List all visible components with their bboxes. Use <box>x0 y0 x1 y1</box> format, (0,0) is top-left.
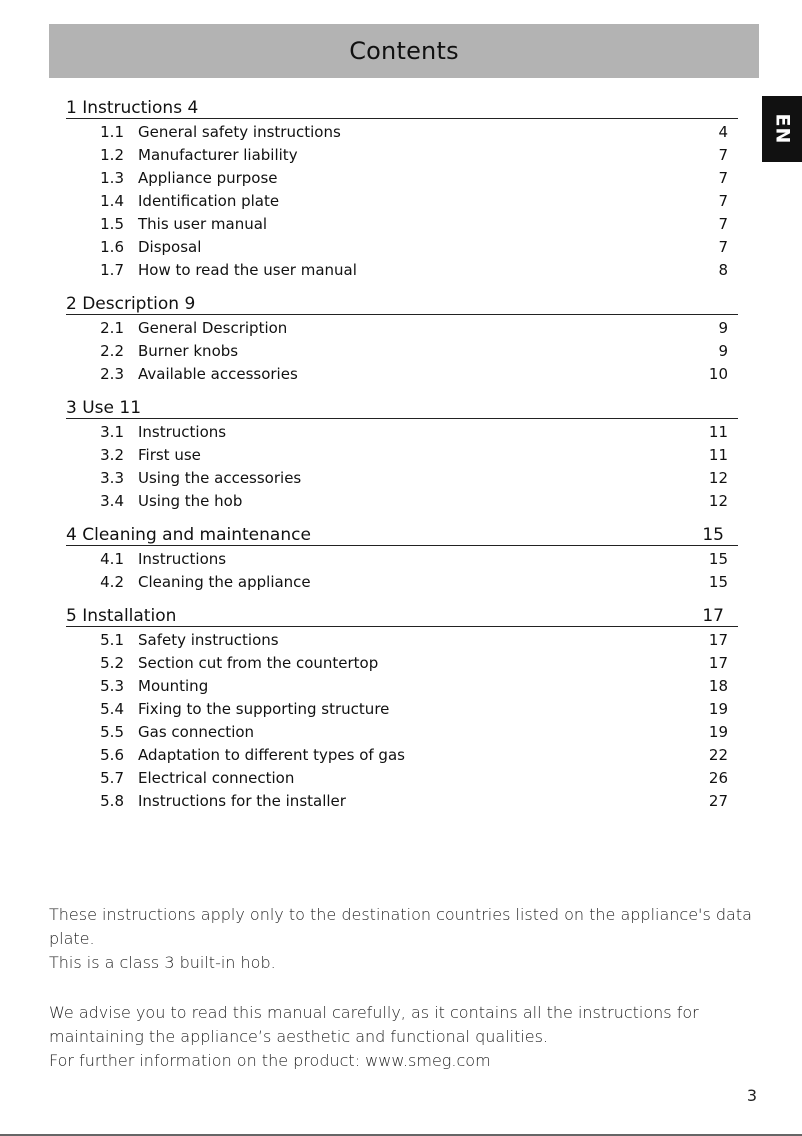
toc-entry-label: How to read the user manual <box>138 260 357 279</box>
toc-entry-label: Available accessories <box>138 364 298 383</box>
toc-entry-page: 15 <box>708 549 728 568</box>
toc-entry[interactable] <box>66 120 738 143</box>
toc-entry-number: 3.4 <box>100 491 124 510</box>
toc-entry-label: Fixing to the supporting structure <box>138 699 390 718</box>
toc-entry-label: Appliance purpose <box>138 168 278 187</box>
toc-entry-number: 5.6 <box>100 745 124 764</box>
toc-entry[interactable] <box>66 697 738 720</box>
toc-entry-label: Gas connection <box>138 722 255 741</box>
toc-entry-page: 7 <box>718 145 728 164</box>
toc-section-heading[interactable] <box>66 390 738 419</box>
toc-entry-label: Instructions <box>138 549 227 568</box>
toc-entry-page: 18 <box>708 676 728 695</box>
toc-entry-label: Cleaning the appliance <box>138 572 311 591</box>
toc-entry-number: 5.2 <box>100 653 124 672</box>
toc-entry-label: Using the accessories <box>138 468 302 487</box>
toc-entry-page: 27 <box>708 791 728 810</box>
toc-entry-number: 4.2 <box>100 572 124 591</box>
toc-entry[interactable] <box>66 720 738 743</box>
toc-entry-label: Disposal <box>138 237 202 256</box>
toc-entry-page: 7 <box>718 214 728 233</box>
toc-entry-label: Manufacturer liability <box>138 145 298 164</box>
intro-paragraph-destination: These instructions apply only to the destination countries listed on the appliance's data plate. <box>49 905 752 948</box>
toc-entry-number: 5.5 <box>100 722 124 741</box>
toc-entry-number: 1.3 <box>100 168 124 187</box>
toc-entry-number: 1.6 <box>100 237 124 256</box>
toc-entry-page: 11 <box>708 422 728 441</box>
toc-entry-page: 7 <box>718 168 728 187</box>
toc-entry[interactable] <box>66 489 738 512</box>
toc-entry-page: 15 <box>708 572 728 591</box>
intro-paragraph-website: For further information on the product: www.smeg.com <box>49 1051 491 1070</box>
toc-entry[interactable] <box>66 316 738 339</box>
toc-section-title: 3 Use 11 <box>66 398 142 418</box>
toc-entry[interactable] <box>66 258 738 281</box>
toc-entry-page: 12 <box>708 468 728 487</box>
intro-paragraph-class: This is a class 3 built-in hob. <box>49 953 276 972</box>
toc-entry[interactable] <box>66 628 738 651</box>
table-of-contents <box>66 90 738 817</box>
toc-section-heading[interactable] <box>66 598 738 627</box>
toc-entry-number: 1.2 <box>100 145 124 164</box>
toc-section-heading[interactable] <box>66 90 738 119</box>
toc-entry-list <box>66 315 738 390</box>
toc-entry-page: 26 <box>708 768 728 787</box>
language-tab <box>762 96 802 162</box>
toc-entry-list <box>66 419 738 517</box>
toc-section <box>66 286 738 390</box>
toc-section <box>66 90 738 286</box>
toc-entry-label: This user manual <box>138 214 268 233</box>
toc-entry-number: 5.1 <box>100 630 124 649</box>
toc-entry[interactable] <box>66 789 738 812</box>
toc-entry-list <box>66 627 738 817</box>
toc-entry-number: 3.2 <box>100 445 124 464</box>
intro-paragraph-advice: We advise you to read this manual carefully, as it contains all the instructions for maintaining the appliance’s aesthetic and functional qualities. <box>49 1003 699 1046</box>
toc-entry-page: 7 <box>718 237 728 256</box>
toc-entry[interactable] <box>66 166 738 189</box>
toc-entry-number: 3.3 <box>100 468 124 487</box>
toc-entry[interactable] <box>66 743 738 766</box>
toc-entry-number: 5.3 <box>100 676 124 695</box>
toc-entry-label: Instructions <box>138 422 227 441</box>
toc-entry-number: 2.3 <box>100 364 124 383</box>
toc-entry-page: 10 <box>708 364 728 383</box>
toc-entry-label: Burner knobs <box>138 341 239 360</box>
toc-entry-page: 11 <box>708 445 728 464</box>
toc-entry-number: 1.4 <box>100 191 124 210</box>
toc-entry-number: 5.8 <box>100 791 124 810</box>
intro-text <box>49 903 761 1073</box>
toc-entry-label: Using the hob <box>138 491 243 510</box>
toc-entry-label: Electrical connection <box>138 768 295 787</box>
toc-entry-label: Safety instructions <box>138 630 279 649</box>
toc-entry-label: Adaptation to different types of gas <box>138 745 405 764</box>
toc-section-title: 1 Instructions 4 <box>66 98 199 118</box>
toc-entry[interactable] <box>66 651 738 674</box>
toc-section <box>66 517 738 598</box>
toc-section-title: 4 Cleaning and maintenance <box>66 525 311 545</box>
toc-entry-label: General Description <box>138 318 288 337</box>
toc-entry-number: 1.7 <box>100 260 124 279</box>
toc-section-page: 15 <box>702 525 724 545</box>
page-title: Contents <box>349 37 459 65</box>
toc-entry-page: 19 <box>708 722 728 741</box>
toc-entry[interactable] <box>66 420 738 443</box>
toc-entry-label: First use <box>138 445 201 464</box>
toc-entry-number: 5.4 <box>100 699 124 718</box>
toc-entry-page: 9 <box>718 341 728 360</box>
toc-entry-label: Section cut from the countertop <box>138 653 379 672</box>
toc-entry-number: 1.1 <box>100 122 124 141</box>
toc-entry-page: 19 <box>708 699 728 718</box>
toc-entry-number: 2.2 <box>100 341 124 360</box>
toc-entry[interactable] <box>66 212 738 235</box>
toc-entry-label: Instructions for the installer <box>138 791 346 810</box>
toc-entry-page: 7 <box>718 191 728 210</box>
toc-entry-page: 9 <box>718 318 728 337</box>
toc-entry-label: Mounting <box>138 676 209 695</box>
toc-entry[interactable] <box>66 466 738 489</box>
toc-entry-number: 4.1 <box>100 549 124 568</box>
toc-entry[interactable] <box>66 235 738 258</box>
toc-section-title: 2 Description 9 <box>66 294 196 314</box>
toc-entry-page: 4 <box>718 122 728 141</box>
toc-entry-page: 17 <box>708 653 728 672</box>
toc-section-heading[interactable] <box>66 517 738 546</box>
toc-entry-page: 8 <box>718 260 728 279</box>
toc-entry[interactable] <box>66 443 738 466</box>
toc-section <box>66 390 738 517</box>
toc-entry[interactable] <box>66 547 738 570</box>
toc-entry[interactable] <box>66 143 738 166</box>
page-number: 3 <box>746 1086 757 1105</box>
toc-entry[interactable] <box>66 362 738 385</box>
toc-entry-number: 1.5 <box>100 214 124 233</box>
toc-entry-list <box>66 546 738 598</box>
contents-header <box>49 24 759 78</box>
toc-entry-page: 22 <box>708 745 728 764</box>
toc-entry-page: 17 <box>708 630 728 649</box>
toc-entry-number: 2.1 <box>100 318 124 337</box>
toc-section-title: 5 Installation <box>66 606 177 626</box>
toc-section-page: 17 <box>702 606 724 626</box>
toc-entry[interactable] <box>66 339 738 362</box>
toc-entry-page: 12 <box>708 491 728 510</box>
language-label: EN <box>770 113 793 145</box>
toc-section-heading[interactable] <box>66 286 738 315</box>
toc-entry-number: 3.1 <box>100 422 124 441</box>
toc-entry[interactable] <box>66 570 738 593</box>
toc-entry[interactable] <box>66 674 738 697</box>
toc-section <box>66 598 738 817</box>
toc-entry-list <box>66 119 738 286</box>
toc-entry[interactable] <box>66 766 738 789</box>
toc-entry[interactable] <box>66 189 738 212</box>
toc-entry-label: General safety instructions <box>138 122 341 141</box>
toc-entry-label: Identification plate <box>138 191 280 210</box>
toc-entry-number: 5.7 <box>100 768 124 787</box>
